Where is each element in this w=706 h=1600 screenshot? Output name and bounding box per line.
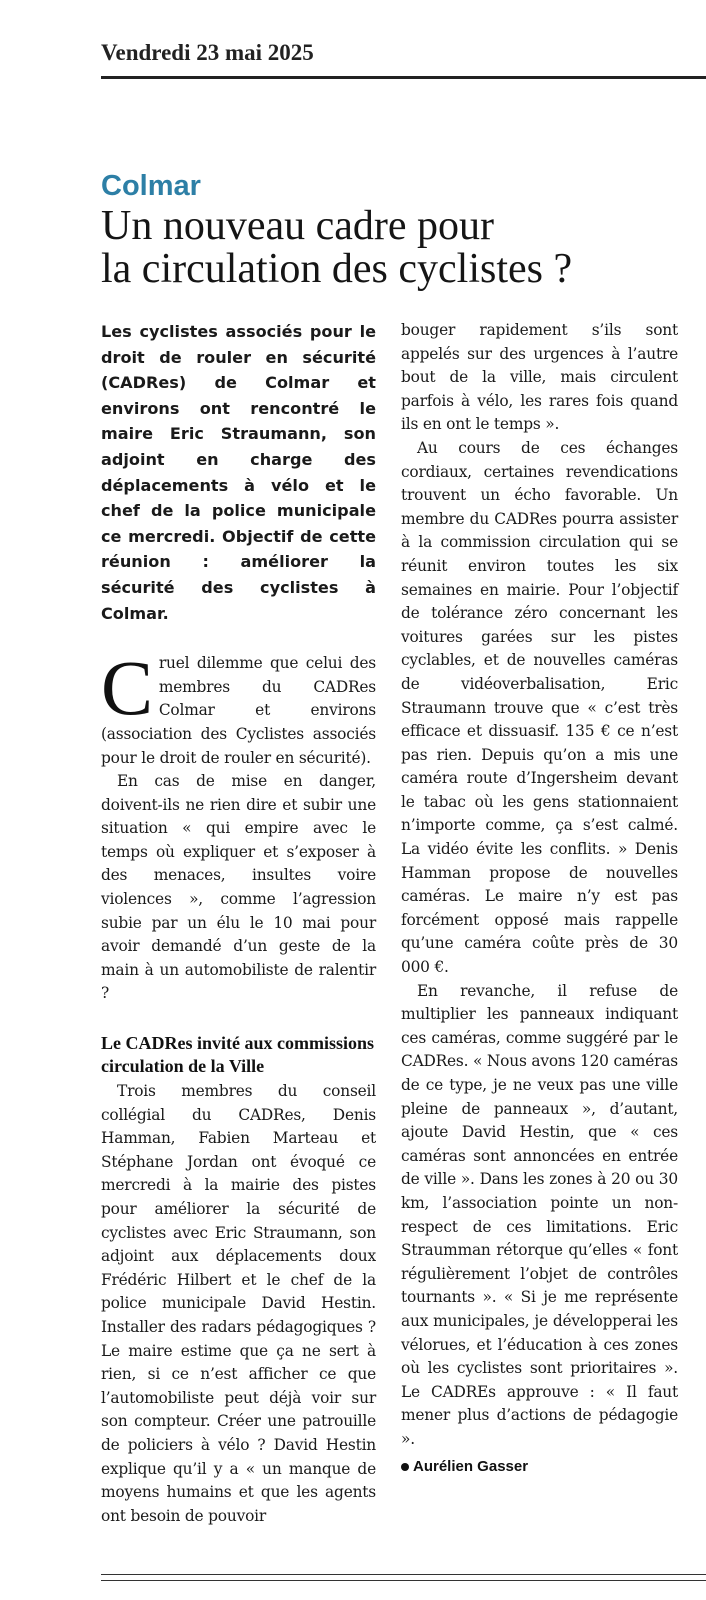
paragraph-5: Au cours de ces échanges cordiaux, certaines revendications trouvent un écho favorable. Un membre du CADRes pourra assister à la commission circulation qui se réunit environ toutes les six semaines en mairie. Pour l’objectif de tolérance zéro concernant les voitures garées sur les pistes cyclables, et de nouvelles caméras de vidéoverbalisation, Eric Straumann trouve que « c’est très efficace et dissuasif. 135 € ce n’est pas rien. Depuis qu’on a mis une caméra route d’Ingersheim devant le tabac où les gens stationnaient n’importe comme, ça s’est calmé. La vidéo évite les conflits. » Denis Hamman propose de nouvelles caméras. Le maire n’y est pas forcément opposé mais rappelle qu’une caméra coûte près de 30 000 €.	[401, 438, 678, 977]
headline	[101, 205, 701, 291]
article-body-left	[101, 644, 376, 1528]
subheading: Le CADRes invité aux commissions circulation de la Ville	[101, 1033, 374, 1077]
paragraph-1	[101, 644, 376, 770]
paragraph-1-text: ruel dilemme que celui des membres du CADRes Colmar et environs (association des Cyclistes associés pour le droit de rouler en sécurité).	[101, 654, 376, 767]
paragraph-6: En revanche, il refuse de multiplier les panneaux indiquant ces caméras, comme suggéré par le CADRes. « Nous avons 120 caméras de ce type, je ne veux pas une ville pleine de panneaux », d’autant, ajoute David Hestin, que « ces caméras sont annoncées en entrée de ville ». Dans les zones à 20 ou 30 km, l’association pointe un non-respect de ces limitations. Eric Straumman rétorque qu’elles « font régulièrement l’objet de contrôles tournants ». « Si je me représente aux municipales, je développerai les vélorues, et l’éducation à ces zones où les cyclistes sont prioritaires ». Le CADREs approuve : « Il faut mener plus d’actions de pédagogie ».	[401, 981, 678, 1448]
section-label: Colmar	[101, 170, 201, 202]
top-rule	[101, 76, 706, 79]
headline-line-1: Un nouveau cadre pour	[101, 203, 495, 249]
bottom-rule-2	[101, 1580, 706, 1581]
paragraph-3: Trois membres du conseil collégial du CADRes, Denis Hamman, Fabien Marteau et Stéphane Jordan ont évoqué ce mercredi à la mairie des pistes pour améliorer la sécurité de cyclistes avec Eric Straumann, son adjoint aux déplacements doux Frédéric Hilbert et le chef de la police municipale David Hestin. Installer des radars pédagogiques ? Le maire estime que ça ne sert à rien, si ce n’est afficher ce que l’automobiliste peut déjà voir sur son compteur. Créer une patrouille de policiers à vélo ? David Hestin explique qu’il y a « un manque de moyens humains et que les agents ont besoin de pouvoir	[101, 1082, 376, 1525]
bottom-rule-1	[101, 1574, 706, 1575]
byline	[401, 1458, 678, 1475]
bullet-icon	[401, 1463, 409, 1471]
paragraph-4: bouger rapidement s’ils sont appelés sur des urgences à l’autre bout de la ville, mais circulent parfois à vélo, les rares fois quand ils en ont le temps ».	[401, 321, 678, 434]
byline-author: Aurélien Gasser	[413, 1457, 529, 1475]
lead-paragraph: Les cyclistes associés pour le droit de rouler en sécurité (CADRes) de Colmar et environs ont rencontré le maire Eric Straumann, son adjoint en charge des déplacements à vélo et le chef de la police municipale ce mercredi. Objectif de cette réunion : améliorer la sécurité des cyclistes à Colmar.	[101, 322, 376, 623]
dateline: Vendredi 23 mai 2025	[101, 40, 314, 65]
headline-line-2: la circulation des cyclistes ?	[101, 246, 573, 292]
paragraph-2: En cas de mise en danger, doivent-ils ne rien dire et subir une situation « qui empire avec le temps où expliquer et s’exposer à des menaces, insultes voire violences », comme l’agression subie par un élu le 10 mai pour avoir demandé d’un geste de la main à un automobiliste de ralentir ?	[101, 772, 376, 1003]
right-column	[401, 319, 678, 1475]
dropcap: C	[101, 644, 153, 732]
left-column	[101, 319, 376, 1528]
